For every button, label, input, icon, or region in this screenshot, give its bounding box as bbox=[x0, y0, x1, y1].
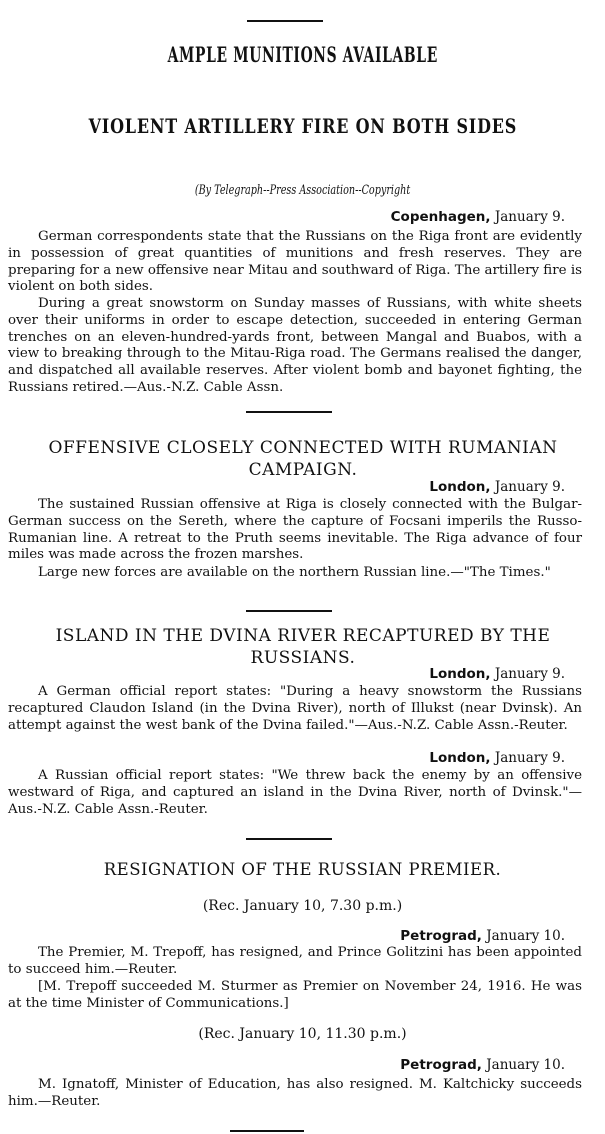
divider-rule bbox=[246, 838, 332, 840]
section2-heading: OFFENSIVE CLOSELY CONNECTED WITH RUMANIAN CAMPAIGN. bbox=[48, 438, 558, 480]
headline-ample-munitions: AMPLE MUNITIONS AVAILABLE bbox=[167, 42, 438, 67]
dateline-petrograd-2: Petrograd, January 10. bbox=[400, 1057, 565, 1073]
top-rule bbox=[247, 20, 323, 22]
credit-line: (By Telegraph--Press Association--Copyright bbox=[194, 183, 411, 198]
divider-rule bbox=[246, 411, 332, 413]
dateline-copenhagen: Copenhagen, January 9. bbox=[390, 209, 565, 225]
section4-paragraph-1: The Premier, M. Trepoff, has resigned, and Prince Golitzini has been appointed to succeed him.—Reuter. bbox=[8, 945, 582, 977]
section2-paragraph-2: Large new forces are available on the northern Russian line.—"The Times." bbox=[38, 565, 551, 580]
section4-paragraph-2: [M. Trepoff succeeded M. Sturmer as Premier on November 24, 1916. He was at the time Minister of Communications.] bbox=[8, 979, 582, 1011]
section1-paragraph-1: German correspondents state that the Russians on the Riga front are evidently in possession of great quantities of munitions and fresh reserves. They are preparing for a new offensive near Mitau and southward of Riga. The artillery fire is violent on both sides. bbox=[8, 229, 582, 295]
section3-paragraph-1: A German official report states: "During a heavy snowstorm the Russians recaptured Claudon Island (in the Dvina River), north of Illukst (near Dvinsk). An attempt against the west bank of the Dvina failed."—Aus.-N.Z. Cable Assn.-Reuter. bbox=[8, 684, 582, 733]
dateline-london-2: London, January 9. bbox=[429, 666, 565, 682]
dateline-petrograd-1: Petrograd, January 10. bbox=[400, 928, 565, 944]
section3-paragraph-2: A Russian official report states: "We threw back the enemy by an offensive westward of Riga, and captured an island in the Dvina River, north of Dvinsk."—Aus.-N.Z. Cable Assn.-Reuter. bbox=[8, 768, 582, 817]
received-time-2: (Rec. January 10, 11.30 p.m.) bbox=[198, 1026, 407, 1042]
bottom-rule bbox=[230, 1130, 304, 1132]
section2-paragraph-1: The sustained Russian offensive at Riga is closely connected with the Bulgar-German success on the Sereth, where the capture of Focsani imperils the Russo-Rumanian line. A retreat to the Pruth seems inevitable. The Riga advance of four miles was made across the frozen marshes. bbox=[8, 497, 582, 563]
section3-heading: ISLAND IN THE DVINA RIVER RECAPTURED BY THE RUSSIANS. bbox=[55, 626, 551, 668]
divider-rule bbox=[246, 610, 332, 612]
section4-heading: RESIGNATION OF THE RUSSIAN PREMIER. bbox=[103, 860, 502, 879]
received-time-1: (Rec. January 10, 7.30 p.m.) bbox=[202, 898, 403, 914]
dateline-london-3: London, January 9. bbox=[429, 750, 565, 766]
section4-paragraph-3: M. Ignatoff, Minister of Education, has also resigned. M. Kaltchicky succeeds him.—Reuter. bbox=[8, 1077, 582, 1109]
dateline-london-1: London, January 9. bbox=[429, 479, 565, 495]
headline-violent-artillery: VIOLENT ARTILLERY FIRE ON BOTH SIDES bbox=[88, 114, 517, 138]
section1-paragraph-2: During a great snowstorm on Sunday masses of Russians, with white sheets over their uniforms in order to escape detection, succeeded in entering German trenches on an eleven-hundred-yards front, between Mangal and Buabos, with a view to breaking through to the Mitau-Riga road. The Germans realised the danger, and dispatched all available reserves. After violent bomb and bayonet fighting, the Russians retired.—Aus.-N.Z. Cable Assn. bbox=[8, 296, 582, 395]
